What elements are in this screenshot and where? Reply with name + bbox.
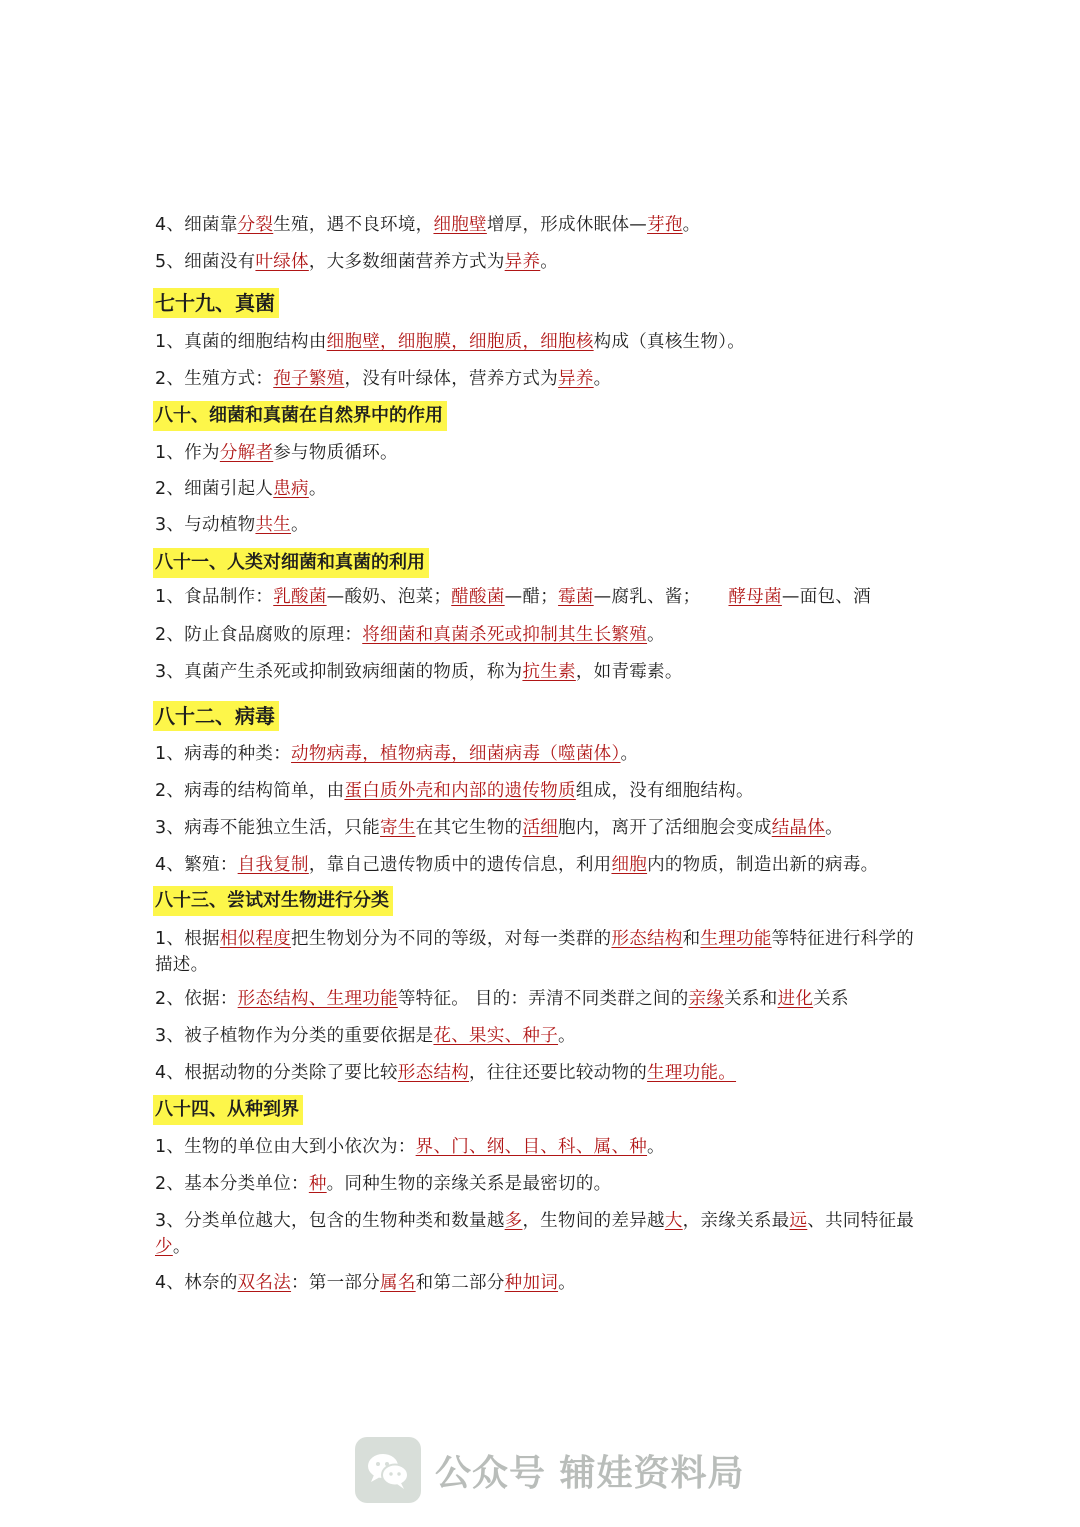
rank-item-2: 2、基本分类单位：种。同种生物的亲缘关系是最密切的。 xyxy=(155,1174,612,1194)
section-heading-80: 八十、细菌和真菌在自然界中的作用 xyxy=(153,401,447,431)
virus-item-4: 4、繁殖：自我复制，靠自己遗传物质中的遗传信息，利用细胞内的物质，制造出新的病毒。 xyxy=(155,855,879,875)
classify-item-2: 2、依据：形态结构、生理功能等特征。 目的：弄清不同类群之间的亲缘关系和进化关系 xyxy=(155,989,849,1009)
watermark-text: 公众号 辅娃资料局 xyxy=(435,1452,745,1494)
virus-item-3: 3、病毒不能独立生活，只能寄生在其它生物的活细胞内，离开了活细胞会变成结晶体。 xyxy=(155,818,843,838)
rank-item-3: 3、分类单位越大，包含的生物种类和数量越多，生物间的差异越大，亲缘关系最远、共同特征最少。 xyxy=(155,1211,915,1257)
fungi-item-1: 1、真菌的细胞结构由细胞壁，细胞膜，细胞质，细胞核构成（真核生物）。 xyxy=(155,332,746,352)
section-heading-83: 八十三、尝试对生物进行分类 xyxy=(153,886,393,916)
classify-item-4: 4、根据动物的分类除了要比较形态结构，往往还要比较动物的生理功能。 xyxy=(155,1063,737,1083)
watermark xyxy=(355,1437,745,1503)
virus-item-2: 2、病毒的结构简单，由蛋白质外壳和内部的遗传物质组成，没有细胞结构。 xyxy=(155,781,754,801)
wechat-icon xyxy=(355,1437,421,1503)
section-heading-82: 八十二、病毒 xyxy=(153,701,279,731)
section-heading-81: 八十一、人类对细菌和真菌的利用 xyxy=(153,548,429,578)
rank-item-4: 4、林奈的双名法：第一部分属名和第二部分种加词。 xyxy=(155,1273,576,1293)
use-item-2: 2、防止食品腐败的原理：将细菌和真菌杀死或抑制其生长繁殖。 xyxy=(155,625,665,645)
bacteria-item-4: 4、细菌靠分裂生殖，遇不良环境，细胞壁增厚，形成休眠体—芽孢。 xyxy=(155,215,701,235)
role-item-1: 1、作为分解者参与物质循环。 xyxy=(155,443,398,463)
virus-item-1: 1、病毒的种类：动物病毒，植物病毒，细菌病毒（噬菌体）。 xyxy=(155,744,639,764)
use-item-3: 3、真菌产生杀死或抑制致病细菌的物质，称为抗生素，如青霉素。 xyxy=(155,662,683,682)
bacteria-item-5: 5、细菌没有叶绿体，大多数细菌营养方式为异养。 xyxy=(155,252,559,272)
rank-item-1: 1、生物的单位由大到小依次为：界、门、纲、目、科、属、种。 xyxy=(155,1137,665,1157)
role-item-2: 2、细菌引起人患病。 xyxy=(155,479,327,499)
section-heading-84: 八十四、从种到界 xyxy=(153,1095,303,1125)
fungi-item-2: 2、生殖方式：孢子繁殖，没有叶绿体，营养方式为异养。 xyxy=(155,369,612,389)
classify-item-3: 3、被子植物作为分类的重要依据是花、果实、种子。 xyxy=(155,1026,576,1046)
role-item-3: 3、与动植物共生。 xyxy=(155,515,309,535)
classify-item-1: 1、根据相似程度把生物划分为不同的等级，对每一类群的形态结构和生理功能等特征进行科学的描述。 xyxy=(155,929,915,975)
use-item-1: 1、食品制作：乳酸菌—酸奶、泡菜；醋酸菌—醋；霉菌—腐乳、酱； 酵母菌—面包、酒 xyxy=(155,587,871,607)
section-heading-79: 七十九、真菌 xyxy=(153,288,279,318)
